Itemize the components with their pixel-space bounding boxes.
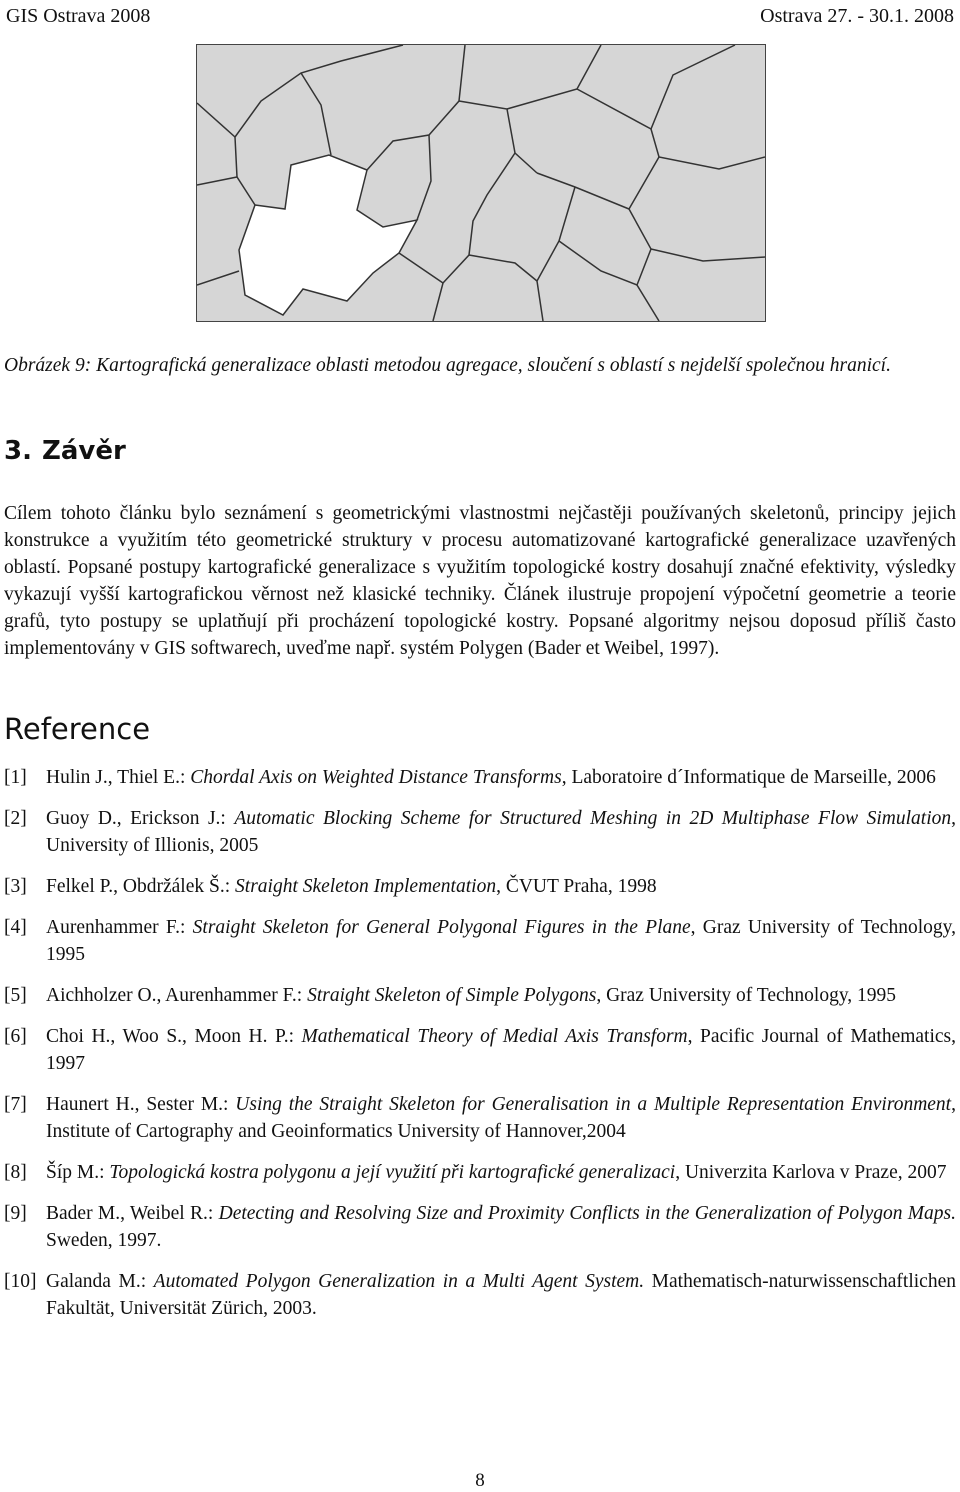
reference-publisher: , Institute of Cartography and Geoinformatics University of Hannover,2004 xyxy=(46,1094,956,1142)
reference-item xyxy=(4,1023,956,1077)
page-number: 8 xyxy=(475,1470,485,1491)
reference-publisher: Sweden, 1997. xyxy=(46,1230,162,1251)
reference-item xyxy=(4,982,956,1009)
reference-item xyxy=(4,1200,956,1254)
reference-title: Straight Skeleton for General Polygonal Figures in the Plane xyxy=(192,917,691,938)
reference-publisher: Mathematisch-naturwissenschaftlichen Fakultät, Universität Zürich, 2003. xyxy=(46,1271,956,1319)
reference-title: Straight Skeleton of Simple Polygons xyxy=(307,985,597,1006)
reference-publisher: , Univerzita Karlova v Praze, 2007 xyxy=(675,1162,947,1183)
reference-title: Mathematical Theory of Medial Axis Transform xyxy=(301,1026,688,1047)
reference-authors: Felkel P., Obdržálek Š.: xyxy=(46,876,236,897)
reference-text xyxy=(46,1023,956,1077)
reference-text xyxy=(46,805,956,859)
reference-authors: Choi H., Woo S., Moon H. P.: xyxy=(46,1026,302,1047)
reference-number: [4] xyxy=(4,917,27,938)
header-right: Ostrava 27. - 30.1. 2008 xyxy=(760,4,954,27)
reference-text xyxy=(46,982,956,1009)
reference-title: Automated Polygon Generalization in a Multi Agent System. xyxy=(153,1271,645,1292)
references-list xyxy=(4,764,956,1336)
reference-item xyxy=(4,1159,956,1186)
reference-authors: Aurenhammer F.: xyxy=(46,917,193,938)
reference-publisher: , Pacific Journal of Mathematics, 1997 xyxy=(46,1026,956,1074)
reference-title: Topologická kostra polygonu a její využití při kartografické generalizaci xyxy=(109,1162,676,1183)
reference-authors: Šíp M.: xyxy=(46,1162,110,1183)
reference-text xyxy=(46,914,956,968)
reference-number: [3] xyxy=(4,876,27,897)
polygon-map-svg xyxy=(197,45,765,321)
section-title: Závěr xyxy=(41,436,126,466)
reference-publisher: , University of Illionis, 2005 xyxy=(46,808,956,856)
figure-polygon-map xyxy=(196,44,766,322)
reference-item xyxy=(4,914,956,968)
reference-publisher: , Laboratoire d´Informatique de Marseille, 2006 xyxy=(561,767,936,788)
section-heading xyxy=(4,436,126,466)
reference-authors: Haunert H., Sester M.: xyxy=(46,1094,236,1115)
references-heading: Reference xyxy=(4,712,151,746)
running-header xyxy=(6,2,954,30)
reference-text xyxy=(46,1159,956,1186)
section-number: 3. xyxy=(4,436,32,466)
reference-authors: Guoy D., Erickson J.: xyxy=(46,808,235,829)
header-left: GIS Ostrava 2008 xyxy=(6,4,151,27)
reference-number: [5] xyxy=(4,985,27,1006)
reference-authors: Hulin J., Thiel E.: xyxy=(46,767,191,788)
reference-publisher: , ČVUT Praha, 1998 xyxy=(496,876,657,897)
reference-title: Chordal Axis on Weighted Distance Transforms xyxy=(190,767,562,788)
reference-number: [2] xyxy=(4,808,27,829)
reference-text xyxy=(46,1268,956,1322)
figure-caption: Obrázek 9: Kartografická generalizace oblasti metodou agregace, sloučení s oblastí s nejdelší společnou hranicí. xyxy=(4,355,891,376)
reference-title: Automatic Blocking Scheme for Structured Meshing in 2D Multiphase Flow Simulation xyxy=(234,808,952,829)
reference-publisher: , Graz University of Technology, 1995 xyxy=(46,917,956,965)
reference-text xyxy=(46,1200,956,1254)
reference-title: Detecting and Resolving Size and Proximity Conflicts in the Generalization of Polygon Maps. xyxy=(218,1203,956,1224)
reference-authors: Galanda M.: xyxy=(46,1271,154,1292)
reference-item xyxy=(4,873,956,900)
reference-number: [7] xyxy=(4,1094,27,1115)
reference-number: [6] xyxy=(4,1026,27,1047)
reference-text xyxy=(46,873,956,900)
reference-item xyxy=(4,764,956,791)
reference-authors: Aichholzer O., Aurenhammer F.: xyxy=(46,985,308,1006)
reference-item xyxy=(4,805,956,859)
reference-item xyxy=(4,1268,956,1322)
reference-title: Straight Skeleton Implementation xyxy=(235,876,497,897)
reference-text xyxy=(46,764,956,791)
reference-text xyxy=(46,1091,956,1145)
reference-item xyxy=(4,1091,956,1145)
reference-title: Using the Straight Skeleton for Generalisation in a Multiple Representation Environment xyxy=(235,1094,952,1115)
reference-number: [1] xyxy=(4,767,27,788)
reference-number: [9] xyxy=(4,1203,27,1224)
reference-publisher: , Graz University of Technology, 1995 xyxy=(596,985,897,1006)
reference-authors: Bader M., Weibel R.: xyxy=(46,1203,219,1224)
reference-number: [10] xyxy=(4,1271,37,1292)
conclusion-paragraph: Cílem tohoto článku bylo seznámení s geometrickými vlastnostmi nejčastěji používaných skeletonů, principy jejich konstrukce a využitím této geometrické struktury v procesu automatizované kartografické generalizace uzavřených oblastí. Popsané postupy kartografické generalizace s využitím topologické kostry dosahují značné efektivity, výsledky vykazují vyšší kartografickou věrnost než klasické techniky. Článek ilustruje propojení výpočetní geometrie a teorie grafů, tyto postupy se uplatňují při procházení topologické kostry. Popsané algoritmy nejsou doposud příliš často implementovány v GIS softwarech, uveďme např. systém Polygen (Bader et Weibel, 1997). xyxy=(4,503,956,659)
reference-number: [8] xyxy=(4,1162,27,1183)
